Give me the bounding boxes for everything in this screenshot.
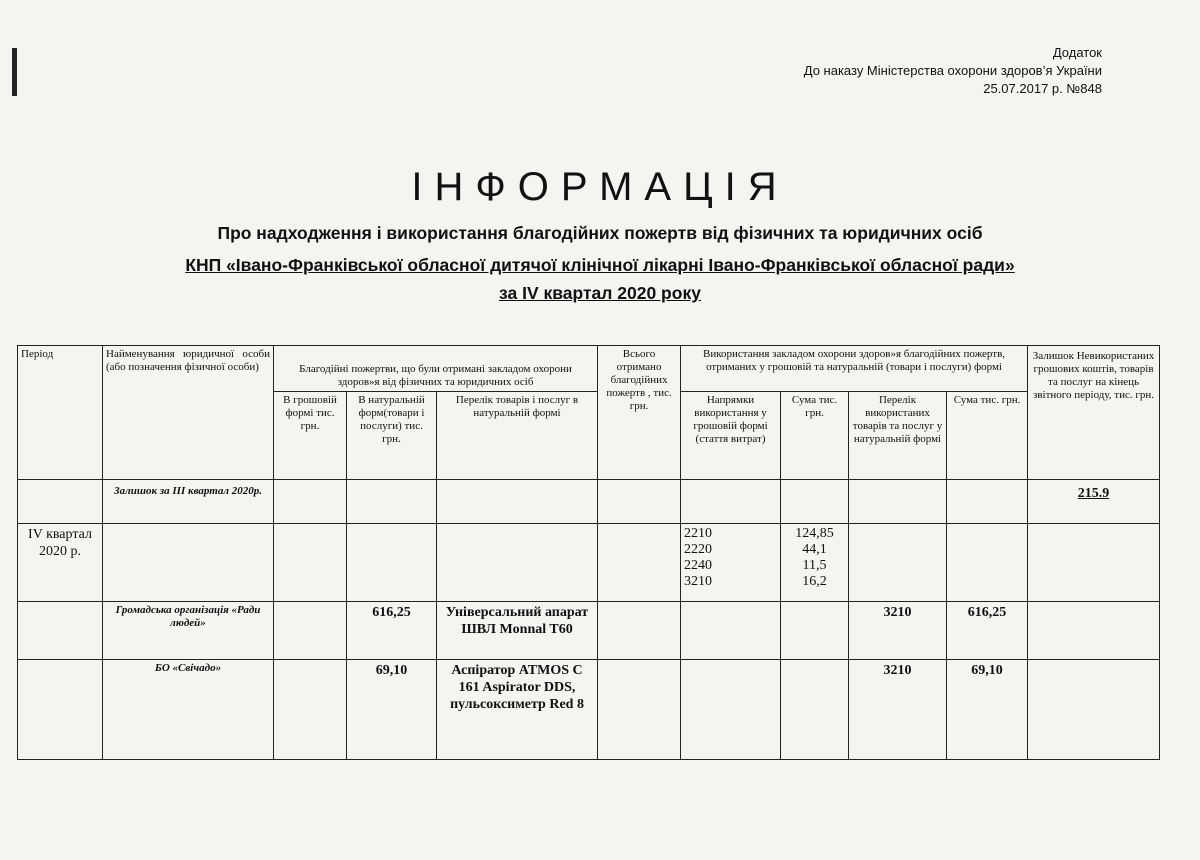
expense-sum: 16,2 [802,574,827,589]
donor-sum: 616,25 [947,602,1028,660]
balance-value: 215.9 [1028,480,1160,524]
expense-sum: 11,5 [802,558,827,573]
header-in-kind: В натуральній форм(товари і послуги) тис. грн. [347,392,437,480]
header-total: Всього отримано благодійних пожертв , тис. грн. [598,346,681,480]
report-table [17,345,1160,760]
header-balance: Залишок Невикористаних грошових коштів, товарів та послуг на кінець звітного періоду, тис. грн. [1028,346,1160,480]
expense-code: 3210 [684,574,713,589]
subtitle-line-2: КНП «Івано-Франківської обласної дитячої клінічної лікарні Івано-Франківської обласної ради» [185,255,1015,275]
header-cash-sum: Сума тис. грн. [781,392,849,480]
donor-name: Громадська організація «Ради людей» [103,602,274,660]
addendum-block [804,44,1102,98]
header-used-goods: Перелік використаних товарів та послуг у натуральній формі [849,392,947,480]
addendum-line-2: До наказу Міністерства охорони здоров’я України [803,63,1102,78]
expense-sums [781,524,849,602]
table-row-donor [18,660,1160,760]
expense-sum: 124,85 [795,526,834,541]
header-used-sum: Сума тис. грн. [947,392,1028,480]
header-name: Найменування юридичної особи (або позначення фізичної особи) [103,346,274,480]
table-row-donor [18,602,1160,660]
expense-code: 2210 [684,526,713,541]
donor-in-kind: 616,25 [347,602,437,660]
header-goods-list: Перелік товарів і послуг в натуральній формі [437,392,598,480]
subtitle-line-3: за IV квартал 2020 року [499,283,701,303]
donor-goods: Аспіратор ATMOS C 161 Aspirator DDS, пульсоксиметр Red 8 [437,660,598,760]
donor-name: БО «Свічадо» [103,660,274,760]
expense-codes [681,524,781,602]
addendum-line-1: Додаток [1052,45,1102,60]
header-usage-group: Використання закладом охорони здоров»я благодійних пожертв, отриманих у грошовій та натуральній (товари і послуги) формі [681,346,1028,392]
donor-sum: 69,10 [947,660,1028,760]
expense-code: 2220 [684,542,713,557]
expense-sum: 44,1 [802,542,827,557]
expense-code: 2240 [684,558,713,573]
balance-label: Залишок за III квартал 2020р. [103,480,274,524]
subtitle-line-1: Про надходження і використання благодійних пожертв від фізичних та юридичних осіб [217,223,983,243]
header-cash-direction: Напрямки використання у грошовій формі (стаття витрат) [681,392,781,480]
scan-mark [12,48,17,96]
header-donations-group: Благодійні пожертви, що були отримані закладом охорони здоров»я від фізичних та юридичних осіб [274,346,598,392]
donor-in-kind: 69,10 [347,660,437,760]
table-row-balance [18,480,1160,524]
header-period: Період [18,346,103,480]
addendum-line-3: 25.07.2017 р. №848 [983,81,1102,96]
table-row-period [18,524,1160,602]
period-label: IV квартал 2020 р. [18,524,103,602]
donor-goods: Універсальний апарат ШВЛ Monnal T60 [437,602,598,660]
donor-code: 3210 [849,660,947,760]
document-title: ІНФОРМАЦІЯ [411,165,789,209]
header-cash: В грошовій формі тис. грн. [274,392,347,480]
donor-code: 3210 [849,602,947,660]
